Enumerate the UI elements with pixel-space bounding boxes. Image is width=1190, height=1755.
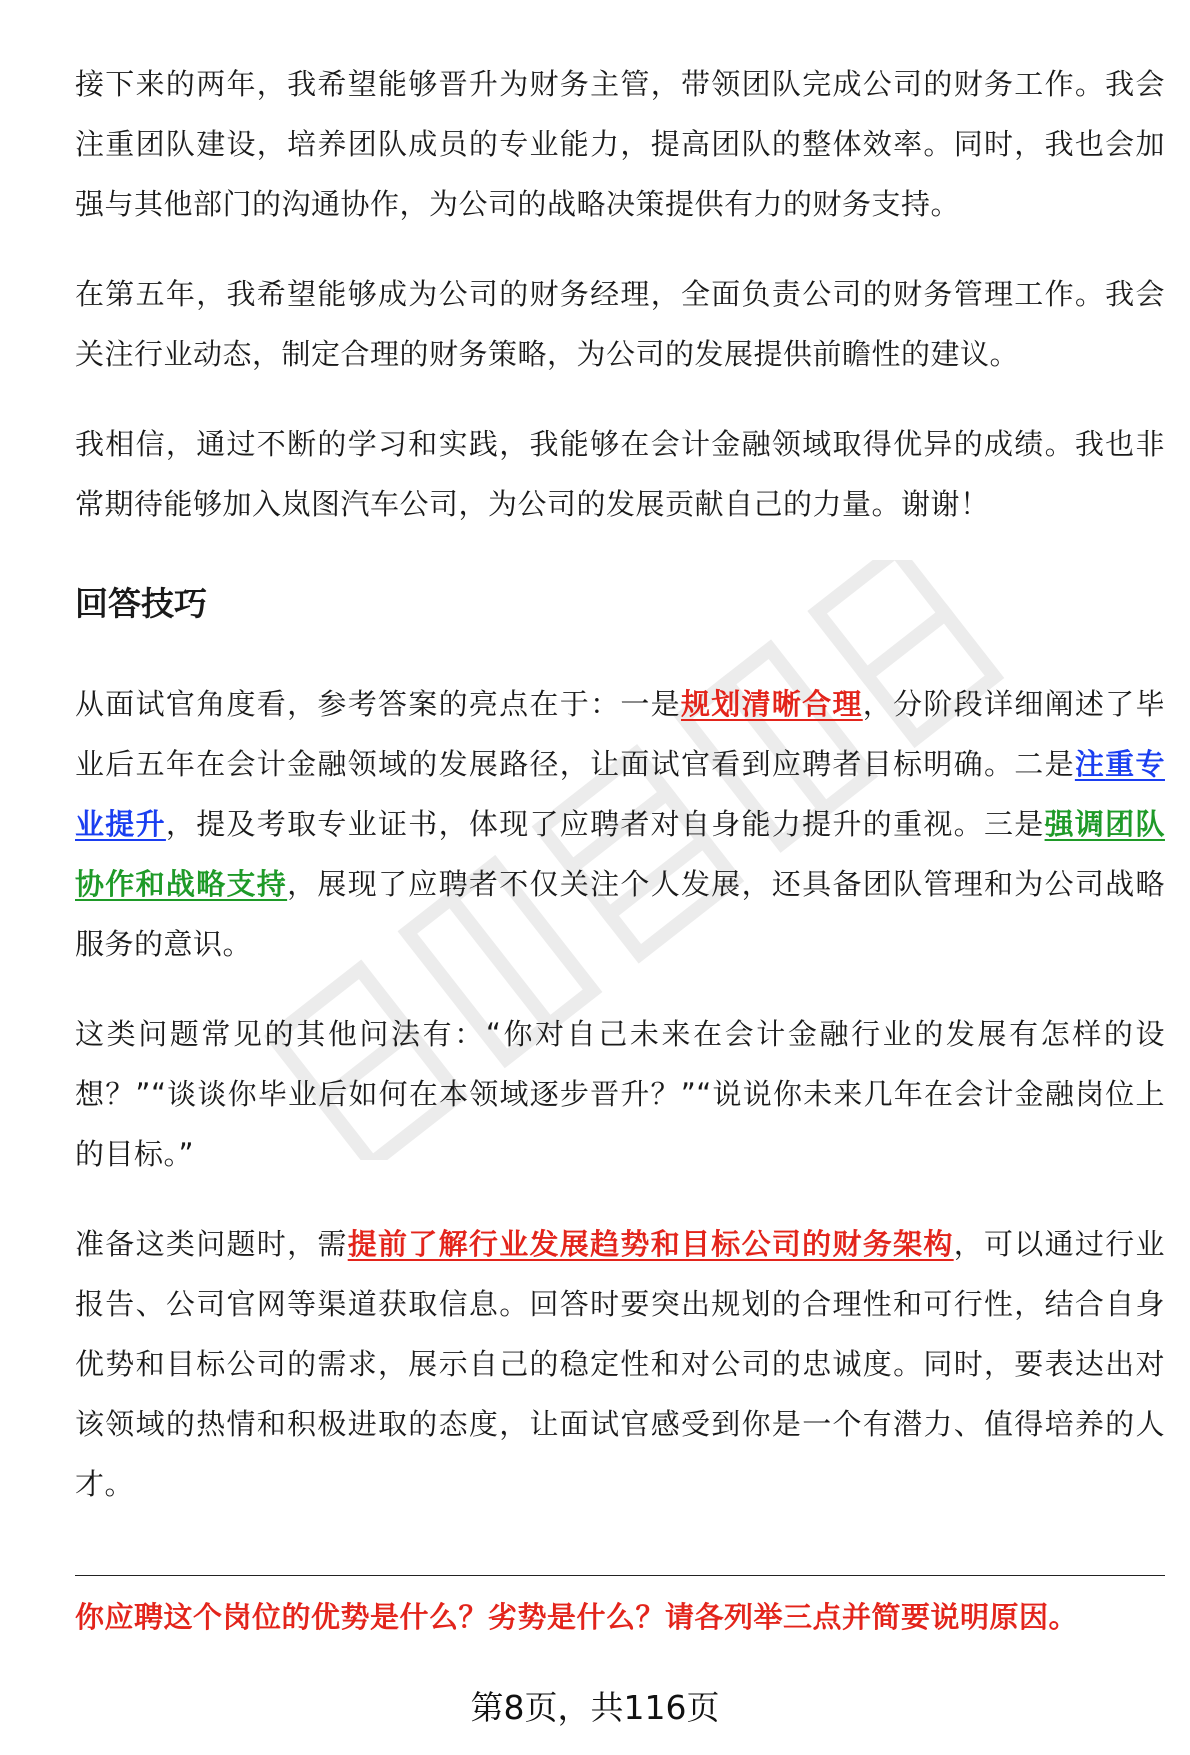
text-segment: 准备这类问题时，需 [75,1227,348,1261]
paragraph: 接下来的两年，我希望能够晋升为财务主管，带领团队完成公司的财务工作。我会注重团队建设，培养团队成员的专业能力，提高团队的整体效率。同时，我也会加强与其他部门的沟通协作，为公司的战略决策提供有力的财务支持。 [75,67,1165,221]
paragraph-answer-tips [75,674,1165,974]
text-segment: ，分阶段详细阐述了毕业后五年在会计金融领域的发展路径，让面试官看到应聘者目标明确。二是 [75,687,1165,781]
paragraph: 我相信，通过不断的学习和实践，我能够在会计金融领域取得优异的成绩。我也非常期待能够加入岚图汽车公司，为公司的发展贡献自己的力量。谢谢！ [75,427,1165,521]
text-segment: ，可以通过行业报告、公司官网等渠道获取信息。回答时要突出规划的合理性和可行性，结合自身优势和目标公司的需求，展示自己的稳定性和对公司的忠诚度。同时，要表达出对该领域的热情和积极进取的态度，让面试官感受到你是一个有潜力、值得培养的人才。 [75,1227,1165,1501]
text-segment: ，展现了应聘者不仅关注个人发展，还具备团队管理和为公司战略服务的意识。 [75,867,1165,961]
text-segment: ，提及考取专业证书，体现了应聘者对自身能力提升的重视。三是 [165,807,1045,841]
highlight-red: 提前了解行业发展趋势和目标公司的财务架构 [347,1227,954,1261]
highlight-green: 强调团队协作和战略支持 [75,807,1165,901]
paragraph-preparation [75,1214,1165,1514]
section-heading: 回答技巧 [75,584,207,623]
next-question-title: 你应聘这个岗位的优势是什么？劣势是什么？请各列举三点并简要说明原因。 [75,1600,1079,1634]
highlight-red: 规划清晰合理 [680,687,863,721]
paragraph: 在第五年，我希望能够成为公司的财务经理，全面负责公司的财务管理工作。我会关注行业动态，制定合理的财务策略，为公司的发展提供前瞻性的建议。 [75,277,1165,371]
paragraph: 这类问题常见的其他问法有：“你对自己未来在会计金融行业的发展有怎样的设想？”“谈谈你毕业后如何在本领域逐步晋升？”“说说你未来几年在会计金融岗位上的目标。” [75,1017,1165,1171]
highlight-blue: 注重专业提升 [75,747,1165,841]
text-segment: 从面试官角度看，参考答案的亮点在于：一是 [75,687,681,721]
page-number: 第8页，共116页 [470,1688,720,1727]
divider [75,1575,1165,1576]
document-body [75,54,1165,1514]
